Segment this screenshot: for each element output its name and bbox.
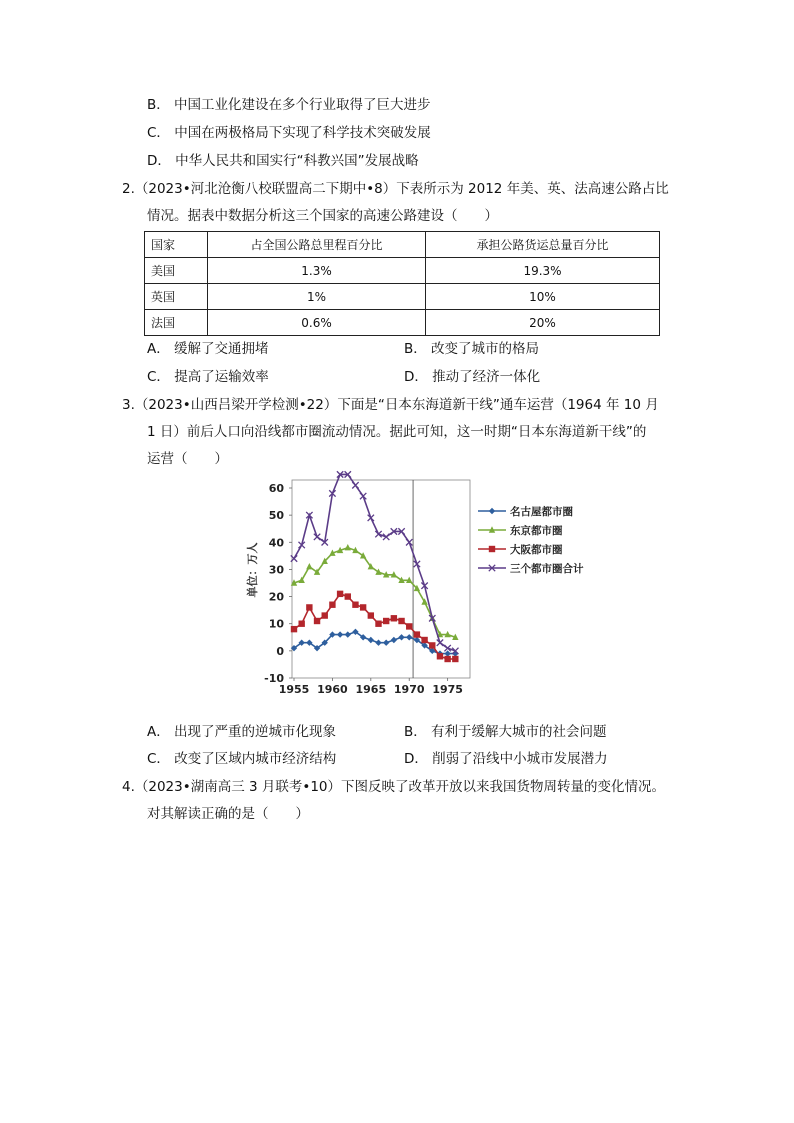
chart-series-layer bbox=[291, 471, 459, 662]
data-point-square bbox=[383, 618, 389, 624]
data-point-diamond bbox=[398, 634, 404, 640]
series-3 bbox=[291, 471, 459, 654]
data-point-diamond bbox=[375, 640, 381, 646]
q2-option-a: A． 缓解了交通拥堵 bbox=[147, 341, 269, 357]
series-line bbox=[294, 474, 455, 650]
table-header-cell: 占全国公路总里程百分比 bbox=[208, 232, 426, 258]
data-point-triangle bbox=[345, 544, 351, 550]
data-point-square bbox=[314, 618, 320, 624]
x-tick-label: 1975 bbox=[432, 683, 463, 696]
data-point-diamond bbox=[345, 631, 351, 637]
chart-axes bbox=[264, 480, 470, 696]
data-point-square bbox=[337, 591, 343, 597]
table-cell: 1.3% bbox=[208, 258, 426, 284]
data-point-square bbox=[352, 602, 358, 608]
y-tick-label: 40 bbox=[268, 536, 284, 550]
legend-label: 三个都市圈合计 bbox=[510, 563, 584, 575]
table-row bbox=[145, 310, 660, 336]
y-tick-label: 30 bbox=[268, 563, 284, 577]
data-point-square bbox=[375, 621, 381, 627]
data-point-triangle bbox=[375, 568, 381, 574]
legend-label: 大阪都市圈 bbox=[510, 544, 563, 556]
table-row bbox=[145, 258, 660, 284]
data-point-square bbox=[368, 612, 374, 618]
data-point-square bbox=[329, 602, 335, 608]
series-1 bbox=[291, 544, 459, 640]
data-point-diamond bbox=[383, 640, 389, 646]
q3-option-a: A． 出现了严重的逆城市化现象 bbox=[147, 724, 337, 740]
data-point-square bbox=[360, 604, 366, 610]
table-cell: 1% bbox=[208, 284, 426, 310]
x-tick-label: 1970 bbox=[393, 683, 425, 696]
data-point-square bbox=[298, 621, 304, 627]
chart-legend bbox=[478, 505, 584, 575]
data-point-triangle bbox=[306, 563, 312, 569]
q3-stem-line1: 3.（2023•山西吕梁开学检测•22）下面是“日本东海道新干线”通车运营（1964 年 10 月 bbox=[122, 397, 659, 413]
data-point-diamond bbox=[368, 637, 374, 643]
data-point-triangle bbox=[360, 552, 366, 558]
q2-option-b: B． 改变了城市的格局 bbox=[404, 341, 540, 357]
legend-label: 名古屋都市圈 bbox=[510, 506, 573, 518]
data-point-diamond bbox=[391, 637, 397, 643]
q1-option-c: C． 中国在两极格局下实现了科学技术突破发展 bbox=[147, 125, 431, 141]
y-tick-label: 60 bbox=[268, 482, 284, 495]
data-point-square bbox=[489, 546, 495, 552]
q2-stem-line2: 情况。据表中数据分析这三个国家的高速公路建设（ ） bbox=[147, 208, 498, 224]
population-flow-chart bbox=[240, 470, 600, 715]
q3-option-d: D． 削弱了沿线中小城市发展潜力 bbox=[404, 751, 608, 767]
q2-option-c: C． 提高了运输效率 bbox=[147, 369, 269, 385]
x-tick-label: 1960 bbox=[317, 683, 348, 696]
data-point-square bbox=[391, 615, 397, 621]
data-point-diamond bbox=[337, 631, 343, 637]
q2-option-d: D． 推动了经济一体化 bbox=[404, 369, 541, 385]
y-axis-label: 单位：万人 bbox=[246, 542, 259, 598]
x-tick-label: 1955 bbox=[278, 683, 310, 696]
data-point-square bbox=[406, 623, 412, 629]
data-point-square bbox=[345, 593, 351, 599]
q1-option-b: B． 中国工业化建设在多个行业取得了巨大进步 bbox=[147, 97, 431, 113]
y-tick-label: -10 bbox=[264, 672, 284, 685]
y-tick-label: 10 bbox=[268, 617, 284, 631]
table-header-cell: 承担公路货运总量百分比 bbox=[426, 232, 660, 258]
data-point-square bbox=[437, 653, 443, 659]
table-cell: 19.3% bbox=[426, 258, 660, 284]
data-point-square bbox=[398, 618, 404, 624]
data-point-square bbox=[444, 656, 450, 662]
data-point-square bbox=[429, 642, 435, 648]
y-tick-label: 50 bbox=[268, 509, 284, 523]
legend-label: 东京都市圈 bbox=[510, 525, 563, 537]
data-point-square bbox=[452, 656, 458, 662]
highway-table bbox=[144, 231, 660, 336]
table-cell: 法国 bbox=[145, 310, 208, 336]
data-point-square bbox=[322, 612, 328, 618]
data-point-diamond bbox=[489, 508, 495, 514]
table-cell: 20% bbox=[426, 310, 660, 336]
q4-stem-line2: 对其解读正确的是（ ） bbox=[147, 806, 309, 822]
q2-stem-line1: 2.（2023•河北沧衡八校联盟高二下期中•8）下表所示为 2012 年美、英、法高速公路占比 bbox=[122, 181, 669, 197]
q1-option-d: D． 中华人民共和国实行“科教兴国”发展战略 bbox=[147, 153, 419, 169]
q4-stem-line1: 4.（2023•湖南高三 3 月联考•10）下图反映了改革开放以来我国货物周转量的变化情况。 bbox=[122, 779, 666, 795]
y-tick-label: 20 bbox=[268, 590, 284, 604]
x-tick-label: 1965 bbox=[355, 683, 387, 696]
table-cell: 0.6% bbox=[208, 310, 426, 336]
table-row bbox=[145, 284, 660, 310]
data-point-square bbox=[421, 637, 427, 643]
table-cell: 10% bbox=[426, 284, 660, 310]
q3-option-c: C． 改变了区域内城市经济结构 bbox=[147, 751, 337, 767]
data-point-square bbox=[291, 626, 297, 632]
data-point-diamond bbox=[406, 634, 412, 640]
table-cell: 美国 bbox=[145, 258, 208, 284]
q3-stem-line3: 运营（ ） bbox=[147, 451, 228, 467]
q3-stem-line2: 1 日）前后人口向沿线都市圈流动情况。据此可知，这一时期“日本东海道新干线”的 bbox=[147, 424, 647, 440]
table-header-row bbox=[145, 232, 660, 258]
table-header-cell: 国家 bbox=[145, 232, 208, 258]
q3-option-b: B． 有利于缓解大城市的社会问题 bbox=[404, 724, 607, 740]
y-tick-label: 0 bbox=[276, 644, 284, 658]
data-point-x bbox=[352, 482, 358, 488]
data-point-square bbox=[414, 631, 420, 637]
data-point-square bbox=[306, 604, 312, 610]
table-cell: 英国 bbox=[145, 284, 208, 310]
